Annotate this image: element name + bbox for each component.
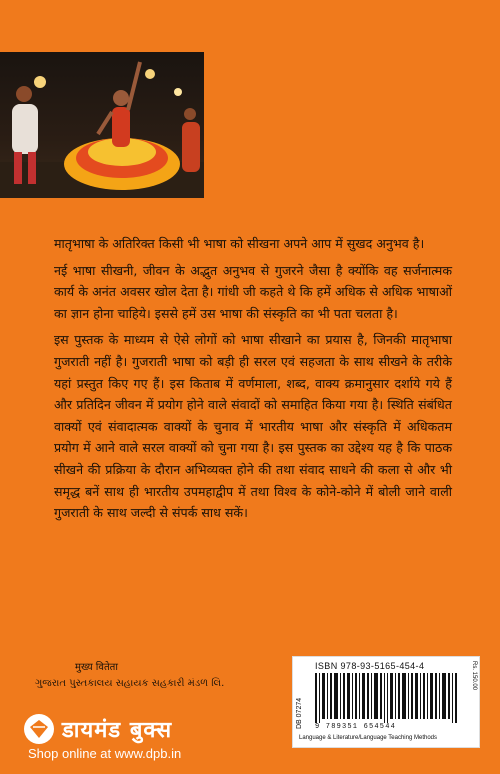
price-label: Rs. 150.00 [471, 661, 477, 691]
publisher-logo [24, 714, 172, 744]
isbn-label: ISBN 978-93-5165-454-4 [315, 661, 425, 671]
garba-dance-photo [0, 52, 204, 198]
barcode-icon [315, 673, 461, 723]
credits [35, 660, 224, 692]
distributor-role: मुख्य वितेता [75, 662, 118, 673]
catalog-code: DB 07274 [296, 697, 303, 729]
shop-online-link[interactable]: Shop online at www.dpb.in [28, 746, 182, 761]
book-description [54, 233, 452, 529]
distributor-name: ગુજરાત પુસ્તકાલય સહાયક સહકારી મંડળ લિ. [35, 678, 225, 689]
description-paragraph: मातृभाषा के अतिरिक्त किसी भी भाषा को सीखना अपने आप में सुखद अनुभव है। [54, 236, 425, 251]
diamond-logo-icon [24, 714, 54, 744]
description-paragraph: इस पुस्तक के माध्यम से ऐसे लोगों को भाषा सीखाने का प्रयास है, जिनकी मातृभाषा गुजराती नहीं है। गुजराती भाषा को बड़ी ही सरल एवं सहजता के साथ सीखने के तरीके यहां प्रस्तुत किए गए हैं। इस किताब में वर्णमाला, शब्द, वाक्य क्रमानुसार दर्शाये गये हैं और प्रतिदिन जीवन में प्रयोग होने वाले संवादों को समाहित किया गया है। स्थिति संबंधित वाक्यों एवं संवादात्मक वाक्यों के चुनाव में भारतीय भाषा और संस्कृति में अधिकतम प्रयोग में आने वाले सरल वाक्यों को चुना गया है। इस पुस्तक का उद्देश्य यह है कि पाठक सीखने की प्रक्रिया के दौरान अभिव्यक्त होने की तथा संवाद साधने की कला से और भी समृद्ध बनें साथ ही भारतीय उपमहाद्वीप में तथा विश्व के कोने-कोने में बोली जाने वाली गुजराती के साथ जल्दी से संपर्क साध सकें। [54, 332, 452, 521]
publisher-name: डायमंड बुक्स [62, 718, 173, 743]
barcode-panel [292, 656, 480, 748]
book-category: Language & Literature/Language Teaching Methods [299, 735, 437, 741]
description-paragraph: नई भाषा सीखनी, जीवन के अद्भुत अनुभव से गुजरने जैसा है क्योंकि वह सर्जनात्मक कार्य के अनंत अवसर खोल देता है। गांधी जी कहते थे कि हमें अधिक से अधिक भाषाओं का ज्ञान होना चाहिये। इससे हमें उस भाषा की संस्कृति का भी पता चलता है। [54, 262, 452, 321]
barcode-digits: 9 789351 654544 [315, 723, 397, 731]
